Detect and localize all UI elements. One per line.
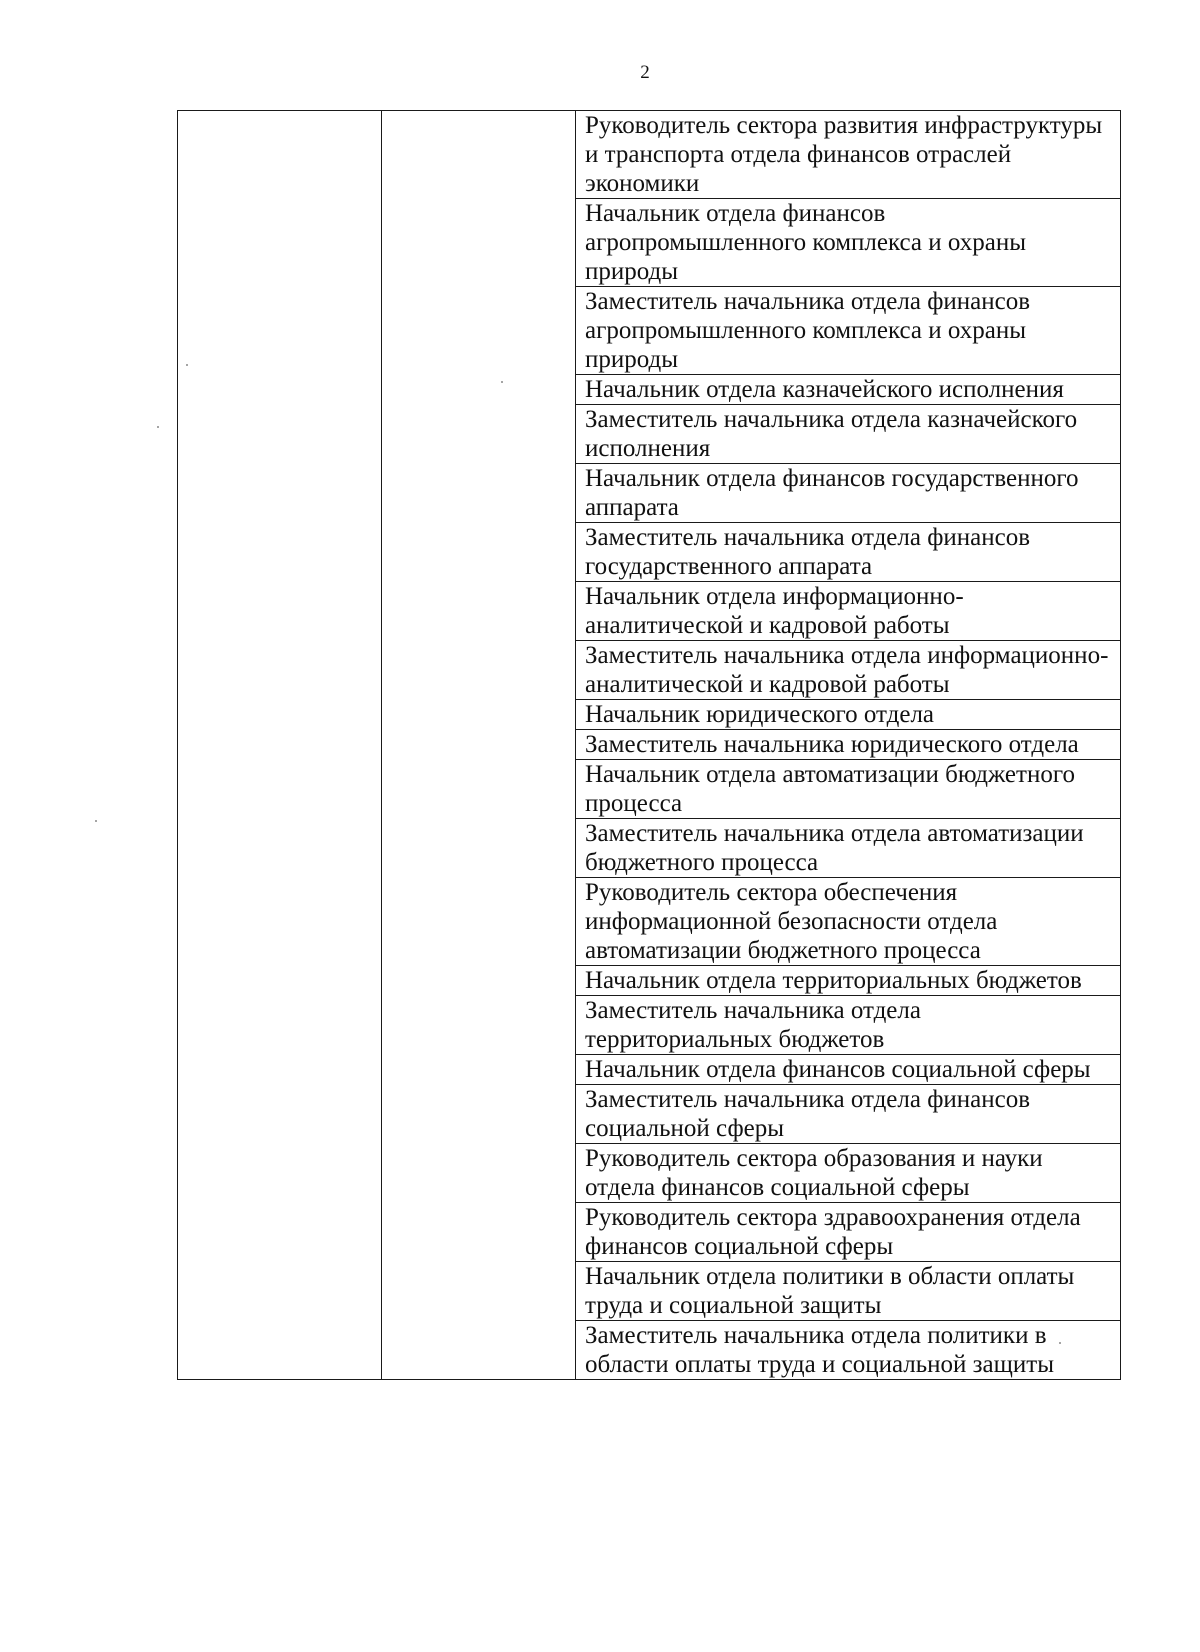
position-cell: Начальник отдела финансов агропромышленного комплекса и охраны природы xyxy=(576,199,1121,287)
position-cell: Начальник отдела политики в области оплаты труда и социальной защиты xyxy=(576,1262,1121,1321)
position-cell: Заместитель начальника отдела информационно-аналитической и кадровой работы xyxy=(576,641,1121,700)
empty-column-b-cell xyxy=(382,111,576,1380)
positions-table-body xyxy=(178,111,1121,1380)
position-cell: Заместитель начальника отдела финансов агропромышленного комплекса и охраны природы xyxy=(576,287,1121,375)
position-cell: Заместитель начальника юридического отдела xyxy=(576,730,1121,760)
position-cell: Начальник отдела финансов государственного аппарата xyxy=(576,464,1121,523)
position-cell: Заместитель начальника отдела финансов социальной сферы xyxy=(576,1085,1121,1144)
position-cell: Заместитель начальника отдела политики в области оплаты труда и социальной защиты xyxy=(576,1321,1121,1380)
empty-column-a-cell xyxy=(178,111,382,1380)
table-row xyxy=(178,111,1121,199)
position-cell: Заместитель начальника отдела территориальных бюджетов xyxy=(576,996,1121,1055)
position-cell: Начальник отдела казначейского исполнения xyxy=(576,375,1121,405)
scan-speck xyxy=(95,820,97,822)
position-cell: Начальник отдела информационно-аналитической и кадровой работы xyxy=(576,582,1121,641)
position-cell: Начальник отдела автоматизации бюджетного процесса xyxy=(576,760,1121,819)
position-cell: Руководитель сектора развития инфраструктуры и транспорта отдела финансов отраслей экономики xyxy=(576,111,1121,199)
position-cell: Заместитель начальника отдела автоматизации бюджетного процесса xyxy=(576,819,1121,878)
position-cell: Начальник отдела финансов социальной сферы xyxy=(576,1055,1121,1085)
position-cell: Руководитель сектора обеспечения информационной безопасности отдела автоматизации бюджетного процесса xyxy=(576,878,1121,966)
position-cell: Заместитель начальника отдела казначейского исполнения xyxy=(576,405,1121,464)
position-cell: Заместитель начальника отдела финансов государственного аппарата xyxy=(576,523,1121,582)
scan-speck xyxy=(157,426,159,428)
position-cell: Руководитель сектора здравоохранения отдела финансов социальной сферы xyxy=(576,1203,1121,1262)
position-cell: Начальник юридического отдела xyxy=(576,700,1121,730)
position-cell: Руководитель сектора образования и науки отдела финансов социальной сферы xyxy=(576,1144,1121,1203)
position-cell: Начальник отдела территориальных бюджетов xyxy=(576,966,1121,996)
positions-table xyxy=(177,110,1121,1380)
page-number: 2 xyxy=(640,62,650,83)
